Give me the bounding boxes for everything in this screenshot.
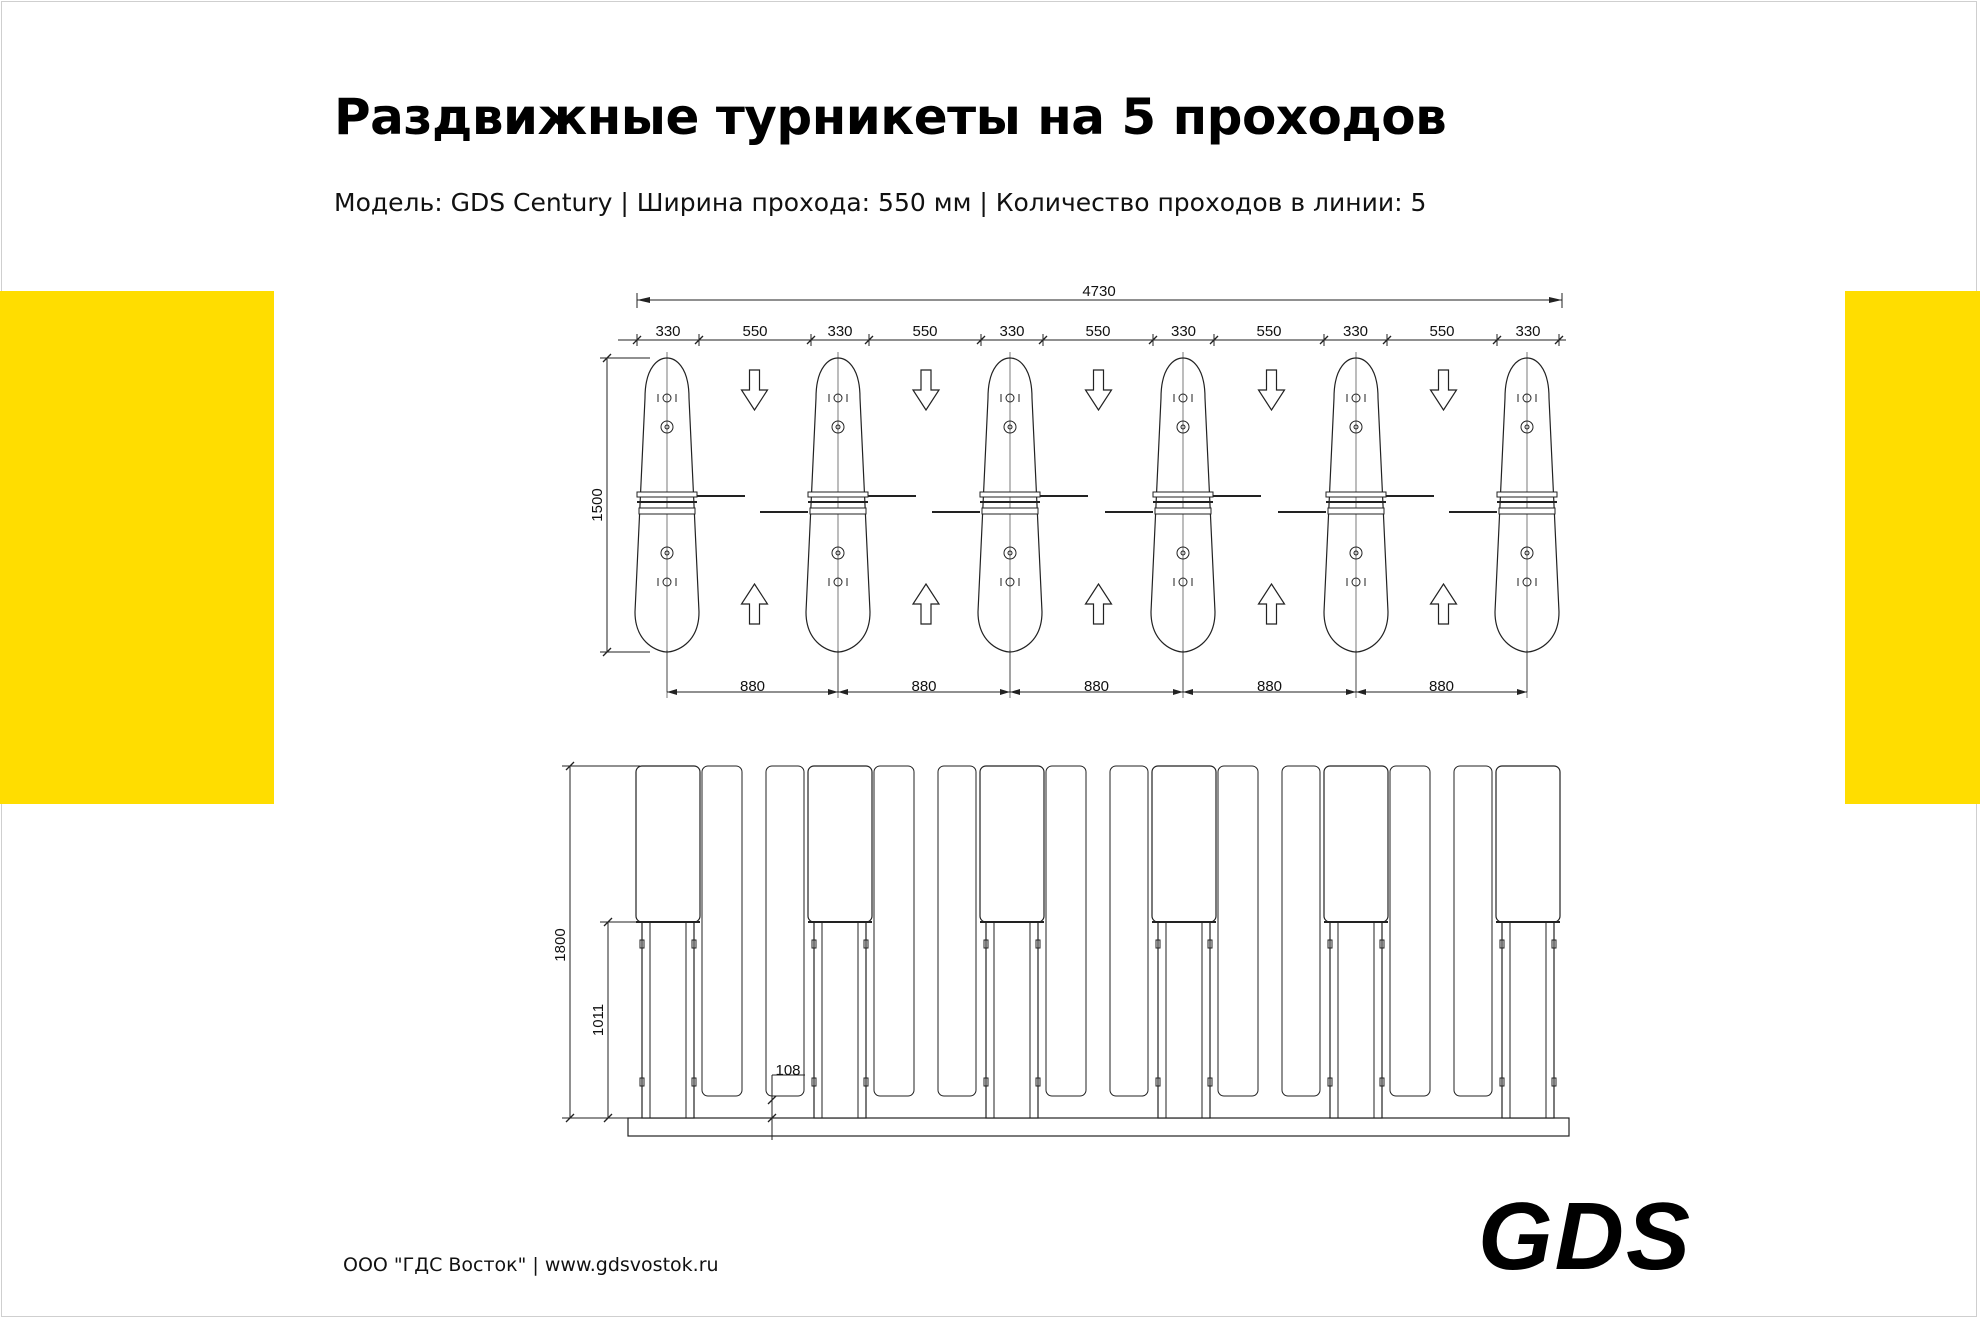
leaf-slot: [810, 508, 866, 514]
dim-arrow-pitch: [1010, 689, 1020, 695]
arrow-down-icon: [913, 370, 939, 410]
dim-arrow-pitch: [838, 689, 848, 695]
arrow-down-icon: [742, 370, 768, 410]
leaf-slot: [639, 508, 695, 514]
dim-label-pitch: 880: [911, 678, 937, 695]
dim-arrow-pitch: [828, 689, 838, 695]
cabinet-elevation: [636, 766, 742, 1118]
glass-leaf-right: [874, 766, 914, 1096]
gds-logo: [1474, 1195, 1780, 1275]
page-subtitle: Модель: GDS Century | Ширина прохода: 550 мм | Количество проходов в линии: 5: [334, 188, 1427, 217]
arrow-up-icon: [1259, 584, 1285, 624]
leaf-bar: [1497, 492, 1557, 497]
glass-leaf-right: [1218, 766, 1258, 1096]
leaf-bar: [980, 492, 1040, 497]
arrow-up-icon: [1431, 584, 1457, 624]
dim-label-segment: 330: [655, 323, 681, 340]
dim-label-segment: 330: [1515, 323, 1541, 340]
leaf-slot: [1499, 508, 1555, 514]
dim-label-segment: 330: [1342, 323, 1369, 340]
dim-label-segment: 550: [1429, 323, 1455, 340]
dim-arrow-pitch: [1517, 689, 1527, 695]
leaf-bar: [1153, 492, 1213, 497]
dim-label-pitch: 880: [739, 678, 766, 695]
arrow-up-icon: [742, 584, 768, 624]
dim-label-body: 1011: [590, 1003, 607, 1037]
cabinet-upper-panel: [1496, 766, 1560, 922]
dim-label-segment: 550: [912, 323, 938, 340]
glass-leaf-right: [702, 766, 742, 1096]
cabinet-elevation: [1282, 766, 1430, 1118]
arrow-down-icon: [1431, 370, 1457, 410]
dim-label-depth: 1500: [589, 488, 606, 522]
cabinet-upper-panel: [980, 766, 1044, 922]
elevation-view: [552, 762, 1569, 1140]
arrow-up-icon: [913, 584, 939, 624]
dim-label-offset: 108: [775, 1062, 801, 1079]
dim-label-segment: 330: [1170, 323, 1197, 340]
dim-label-segment: 330: [827, 323, 853, 340]
dim-label-total: 4730: [1082, 283, 1116, 300]
glass-leaf-right: [1046, 766, 1086, 1096]
glass-leaf-left: [938, 766, 976, 1096]
dim-label-segment: 330: [999, 323, 1025, 340]
dim-arrow-pitch: [1183, 689, 1193, 695]
arrow-down-icon: [1086, 370, 1112, 410]
leaf-slot: [982, 508, 1038, 514]
dim-arrow-pitch: [1346, 689, 1356, 695]
glass-leaf-left: [1282, 766, 1320, 1096]
cabinet-elevation: [1110, 766, 1258, 1118]
page-title: Раздвижные турникеты на 5 проходов: [334, 88, 1447, 146]
leaf-slot: [1155, 508, 1211, 514]
cabinet-plan: [635, 352, 699, 692]
cabinet-plan: [1495, 352, 1559, 692]
cabinet-upper-panel: [636, 766, 700, 922]
glass-leaf-left: [1454, 766, 1492, 1096]
arrow-down-icon: [1259, 370, 1285, 410]
footer-company: ООО "ГДС Восток" | www.gdsvostok.ru: [343, 1254, 719, 1276]
leaf-bar: [637, 492, 697, 497]
cabinet-plan: [1324, 352, 1388, 692]
dim-arrow-pitch: [667, 689, 677, 695]
glass-leaf-right: [1390, 766, 1430, 1096]
dim-label-pitch: 880: [1428, 678, 1455, 695]
cabinet-upper-panel: [1152, 766, 1216, 922]
arrow-up-icon: [1086, 584, 1112, 624]
dim-arrow-right: [1549, 297, 1562, 303]
dim-label-segment: 550: [742, 323, 768, 340]
plan-view: [589, 283, 1566, 698]
leaf-bar: [1326, 492, 1386, 497]
cabinet-plan: [1151, 352, 1215, 692]
leaf-bar: [808, 492, 868, 497]
dim-label-segment: 550: [1085, 323, 1111, 340]
dim-label-pitch: 880: [1256, 678, 1283, 695]
cabinet-plan: [978, 352, 1042, 692]
cabinet-upper-panel: [808, 766, 872, 922]
glass-leaf-left: [766, 766, 804, 1096]
cabinet-elevation: [938, 766, 1086, 1118]
leaf-slot: [1328, 508, 1384, 514]
dim-arrow-left: [637, 297, 650, 303]
logo-text: GDS: [1478, 1195, 1693, 1275]
dim-label-segment: 550: [1256, 323, 1282, 340]
dim-label-pitch: 880: [1083, 678, 1110, 695]
cabinet-elevation: [1454, 766, 1560, 1118]
dim-arrow-pitch: [1356, 689, 1366, 695]
cabinet-plan: [806, 352, 870, 692]
dim-arrow-pitch: [1173, 689, 1183, 695]
cabinet-upper-panel: [1324, 766, 1388, 922]
dim-arrow-pitch: [1000, 689, 1010, 695]
dim-label-height: 1800: [552, 928, 569, 962]
glass-leaf-left: [1110, 766, 1148, 1096]
